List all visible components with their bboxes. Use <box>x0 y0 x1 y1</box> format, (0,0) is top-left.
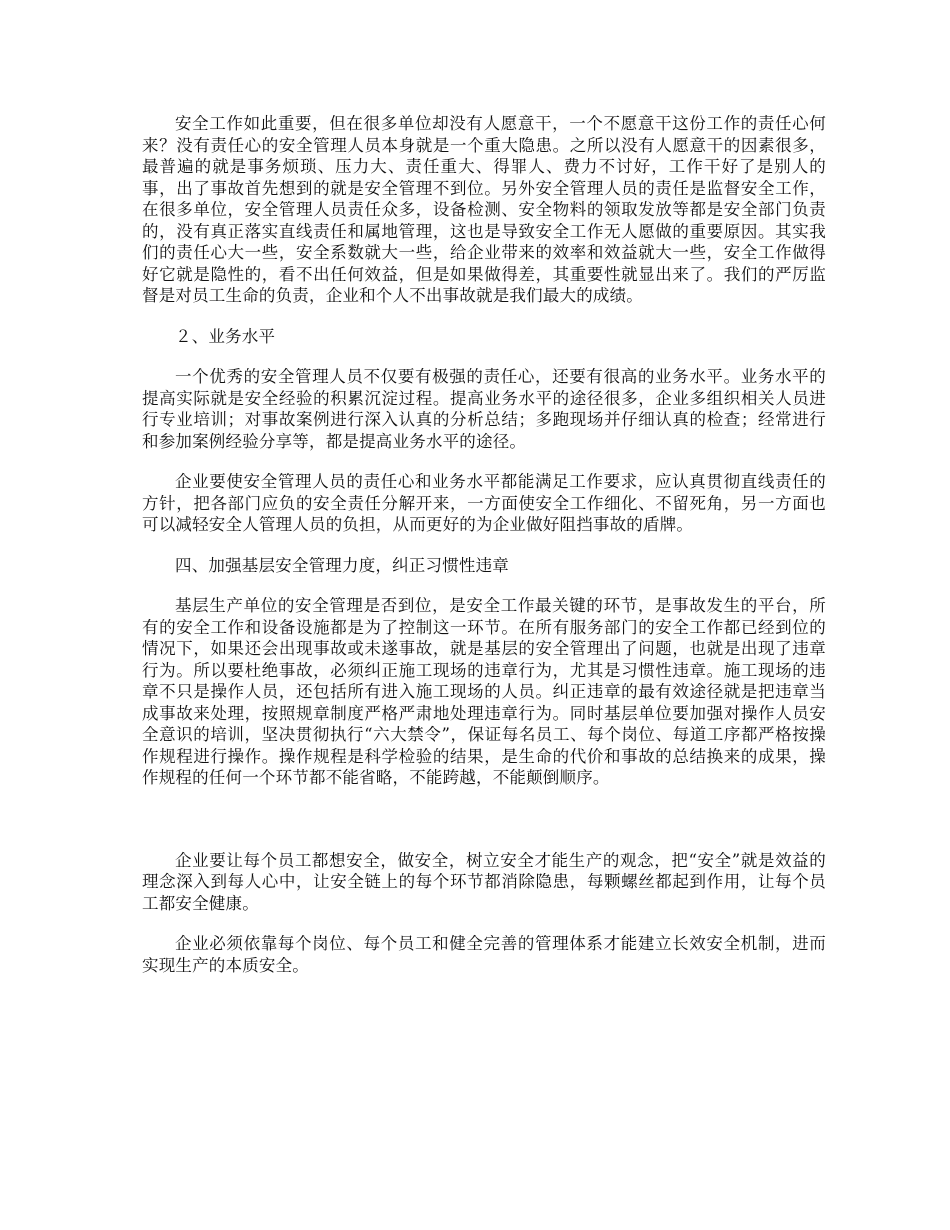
document-body <box>142 113 826 976</box>
section-heading-business-level: ２、业务水平 <box>175 326 276 346</box>
paragraph-direct-responsibility: 企业要使安全管理人员的责任心和业务水平都能满足工作要求，应认真贯彻直线责任的方针，把各部门应负的安全责任分解开来，一方面使安全工作细化、不留死角，另一方面也可以减轻安全人管理人员的负担，从而更好的为企业做好阻挡事故的盾牌。 <box>142 472 826 534</box>
section-heading-grassroots: 四、加强基层安全管理力度，纠正习惯性违章 <box>175 555 509 575</box>
paragraph-everyone-safety: 企业要让每个员工都想安全，做安全，树立安全才能生产的观念，把“安全”就是效益的理念深入到每人心中，让安全链上的每个环节都消除隐患，每颗螺丝都起到作用，让每个员工都安全健康。 <box>142 850 826 913</box>
paragraph-business-level: 一个优秀的安全管理人员不仅要有极强的责任心，还要有很高的业务水平。业务水平的提高实际就是安全经验的积累沉淀过程。提高业务水平的途径很多，企业多组织相关人员进行专业培训；对事故案例进行深入认真的分析总结；多跑现场并仔细认真的检查；经常进行和参加案例经验分享等，都是提高业务水平的途径。 <box>142 367 826 451</box>
paragraph-long-term-mechanism: 企业必须依靠每个岗位、每个员工和健全完善的管理体系才能建立长效安全机制，进而实现生产的本质安全。 <box>142 934 826 975</box>
paragraph-grassroots: 基层生产单位的安全管理是否到位，是安全工作最关键的环节，是事故发生的平台，所有的安全工作和设备设施都是为了控制这一环节。在所有服务部门的安全工作都已经到位的情况下，如果还会出现事故或未遂事故，就是基层的安全管理出了问题，也就是出现了违章行为。所以要杜绝事故，必须纠正施工现场的违章行为，尤其是习惯性违章。施工现场的违章不只是操作人员，还包括所有进入施工现场的人员。纠正违章的最有效途径就是把违章当成事故来处理，按照规章制度严格严肃地处理违章行为。同时基层单位要加强对操作人员安全意识的培训，坚决贯彻执行“六大禁令”，保证每名员工、每个岗位、每道工序都严格按操作规程进行操作。操作规程是科学检验的结果，是生命的代价和事故的总结换来的成果，操作规程的任何一个环节都不能省略，不能跨越，不能颠倒顺序。 <box>142 596 826 787</box>
paragraph-responsibility: 安全工作如此重要，但在很多单位却没有人愿意干，一个不愿意干这份工作的责任心何来？没有责任心的安全管理人员本身就是一个重大隐患。之所以没有人愿意干的因素很多，最普遍的就是事务烦琐、压力大、责任重大、得罪人、费力不讨好，工作干好了是别人的事，出了事故首先想到的就是安全管理不到位。另外安全管理人员的责任是监督安全工作，在很多单位，安全管理人员责任众多，设备检测、安全物料的领取发放等都是安全部门负责的，没有真正落实直线责任和属地管理，这也是导致安全工作无人愿做的重要原因。其实我们的责任心大一些，安全系数就大一些，给企业带来的效率和效益就大一些，安全工作做得好它就是隐性的，看不出任何效益，但是如果做得差，其重要性就显出来了。我们的严厉监督是对员工生命的负责，企业和个人不出事故就是我们最大的成绩。 <box>142 114 826 305</box>
